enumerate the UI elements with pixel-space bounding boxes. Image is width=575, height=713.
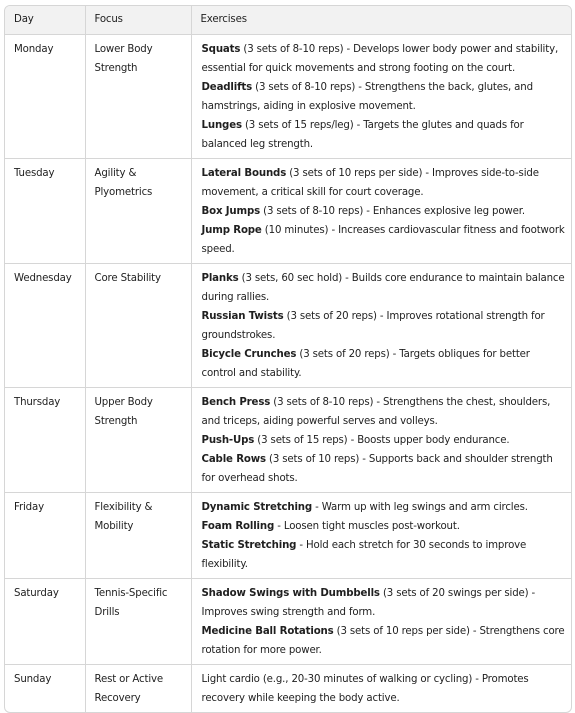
exercise-description: (3 sets, 60 sec hold) - Builds core endurance to maintain balance during rallies. <box>201 272 565 303</box>
exercise-name: Bench Press <box>201 396 271 408</box>
exercise-item <box>202 164 568 202</box>
exercise-item <box>202 40 568 78</box>
exercise-description: - Loosen tight muscles post-workout. <box>274 520 460 532</box>
exercise-name: Deadlifts <box>201 81 253 93</box>
exercise-item <box>202 307 568 345</box>
day-cell: Sunday <box>5 664 85 712</box>
exercise-name: Bicycle Crunches <box>201 348 297 360</box>
exercise-name: Box Jumps <box>201 205 261 217</box>
exercise-item <box>202 345 568 383</box>
exercise-description: Light cardio (e.g., 20-30 minutes of walking or cycling) - Promotes recovery while keeping the body active. <box>201 673 529 704</box>
exercise-item <box>202 622 568 660</box>
focus-cell: Lower Body Strength <box>85 34 191 158</box>
exercise-name: Lateral Bounds <box>201 167 287 179</box>
exercise-name: Planks <box>201 272 239 284</box>
table-row <box>5 34 572 158</box>
exercises-cell <box>191 387 572 492</box>
exercise-description: (3 sets of 10 reps per side) - Strengthens core rotation for more power. <box>201 625 565 656</box>
exercise-item <box>202 269 568 307</box>
focus-cell: Agility & Plyometrics <box>85 158 191 263</box>
exercise-name: Russian Twists <box>201 310 284 322</box>
exercise-description: - Hold each stretch for 30 seconds to improve flexibility. <box>201 539 527 570</box>
exercise-item <box>202 202 568 221</box>
exercise-item <box>202 498 568 517</box>
day-cell: Thursday <box>5 387 85 492</box>
exercise-description: (3 sets of 20 swings per side) - Improves swing strength and form. <box>201 587 536 618</box>
exercise-name: Squats <box>201 43 241 55</box>
day-cell: Saturday <box>5 578 85 664</box>
exercise-description: (3 sets of 8-10 reps) - Enhances explosive leg power. <box>260 205 525 217</box>
table-header-row <box>5 6 572 34</box>
exercise-name: Shadow Swings with Dumbbells <box>201 587 380 599</box>
exercise-description: (3 sets of 8-10 reps) - Strengthens the back, glutes, and hamstrings, aiding in explosive movement. <box>201 81 533 112</box>
exercise-description: (3 sets of 15 reps/leg) - Targets the glutes and quads for balanced leg strength. <box>201 119 524 150</box>
table-row <box>5 158 572 263</box>
exercise-description: (3 sets of 15 reps) - Boosts upper body endurance. <box>254 434 510 446</box>
exercise-item <box>202 584 568 622</box>
exercise-item <box>202 450 568 488</box>
header-exercises: Exercises <box>191 6 572 34</box>
focus-cell: Upper Body Strength <box>85 387 191 492</box>
exercise-description: (3 sets of 8-10 reps) - Strengthens the chest, shoulders, and triceps, aiding powerful serves and volleys. <box>201 396 551 427</box>
exercise-item <box>202 517 568 536</box>
exercise-item <box>202 78 568 116</box>
exercises-cell <box>191 578 572 664</box>
exercises-cell <box>191 263 572 387</box>
exercise-item <box>202 670 568 708</box>
exercise-item <box>202 431 568 450</box>
focus-cell: Core Stability <box>85 263 191 387</box>
exercises-cell <box>191 158 572 263</box>
table-row <box>5 387 572 492</box>
exercise-name: Push-Ups <box>201 434 255 446</box>
workout-schedule-table <box>5 6 572 712</box>
table-row <box>5 263 572 387</box>
exercise-name: Lunges <box>201 119 242 131</box>
exercise-description: (10 minutes) - Increases cardiovascular fitness and footwork speed. <box>201 224 565 255</box>
exercise-item <box>202 393 568 431</box>
exercises-cell <box>191 492 572 578</box>
exercise-description: - Warm up with leg swings and arm circles. <box>312 501 528 513</box>
exercise-name: Cable Rows <box>201 453 266 465</box>
exercise-item <box>202 116 568 154</box>
header-focus: Focus <box>85 6 191 34</box>
exercise-name: Dynamic Stretching <box>201 501 313 513</box>
table-row <box>5 664 572 712</box>
exercise-description: (3 sets of 10 reps) - Supports back and shoulder strength for overhead shots. <box>201 453 553 484</box>
exercise-name: Foam Rolling <box>201 520 275 532</box>
exercises-cell <box>191 664 572 712</box>
workout-table-container <box>4 5 572 713</box>
exercise-name: Medicine Ball Rotations <box>201 625 334 637</box>
focus-cell: Tennis-Specific Drills <box>85 578 191 664</box>
exercise-item <box>202 536 568 574</box>
table-body <box>5 34 572 712</box>
day-cell: Tuesday <box>5 158 85 263</box>
exercise-description: (3 sets of 8-10 reps) - Develops lower body power and stability, essential for quick movements and strong footing on the court. <box>201 43 559 74</box>
day-cell: Monday <box>14 43 54 55</box>
exercise-name: Static Stretching <box>201 539 297 551</box>
exercises-cell <box>191 34 572 158</box>
day-cell: Wednesday <box>5 263 85 387</box>
day-cell: Friday <box>5 492 85 578</box>
focus-cell: Flexibility & Mobility <box>85 492 191 578</box>
exercise-item <box>202 221 568 259</box>
exercise-name: Jump Rope <box>201 224 262 236</box>
focus-cell: Rest or Active Recovery <box>85 664 191 712</box>
header-day: Day <box>5 6 85 34</box>
table-row <box>5 578 572 664</box>
exercise-description: (3 sets of 20 reps) - Improves rotational strength for groundstrokes. <box>201 310 545 341</box>
exercise-description: (3 sets of 20 reps) - Targets obliques for better control and stability. <box>201 348 530 379</box>
table-row <box>5 492 572 578</box>
exercise-description: (3 sets of 10 reps per side) - Improves side-to-side movement, a critical skill for court coverage. <box>201 167 539 198</box>
